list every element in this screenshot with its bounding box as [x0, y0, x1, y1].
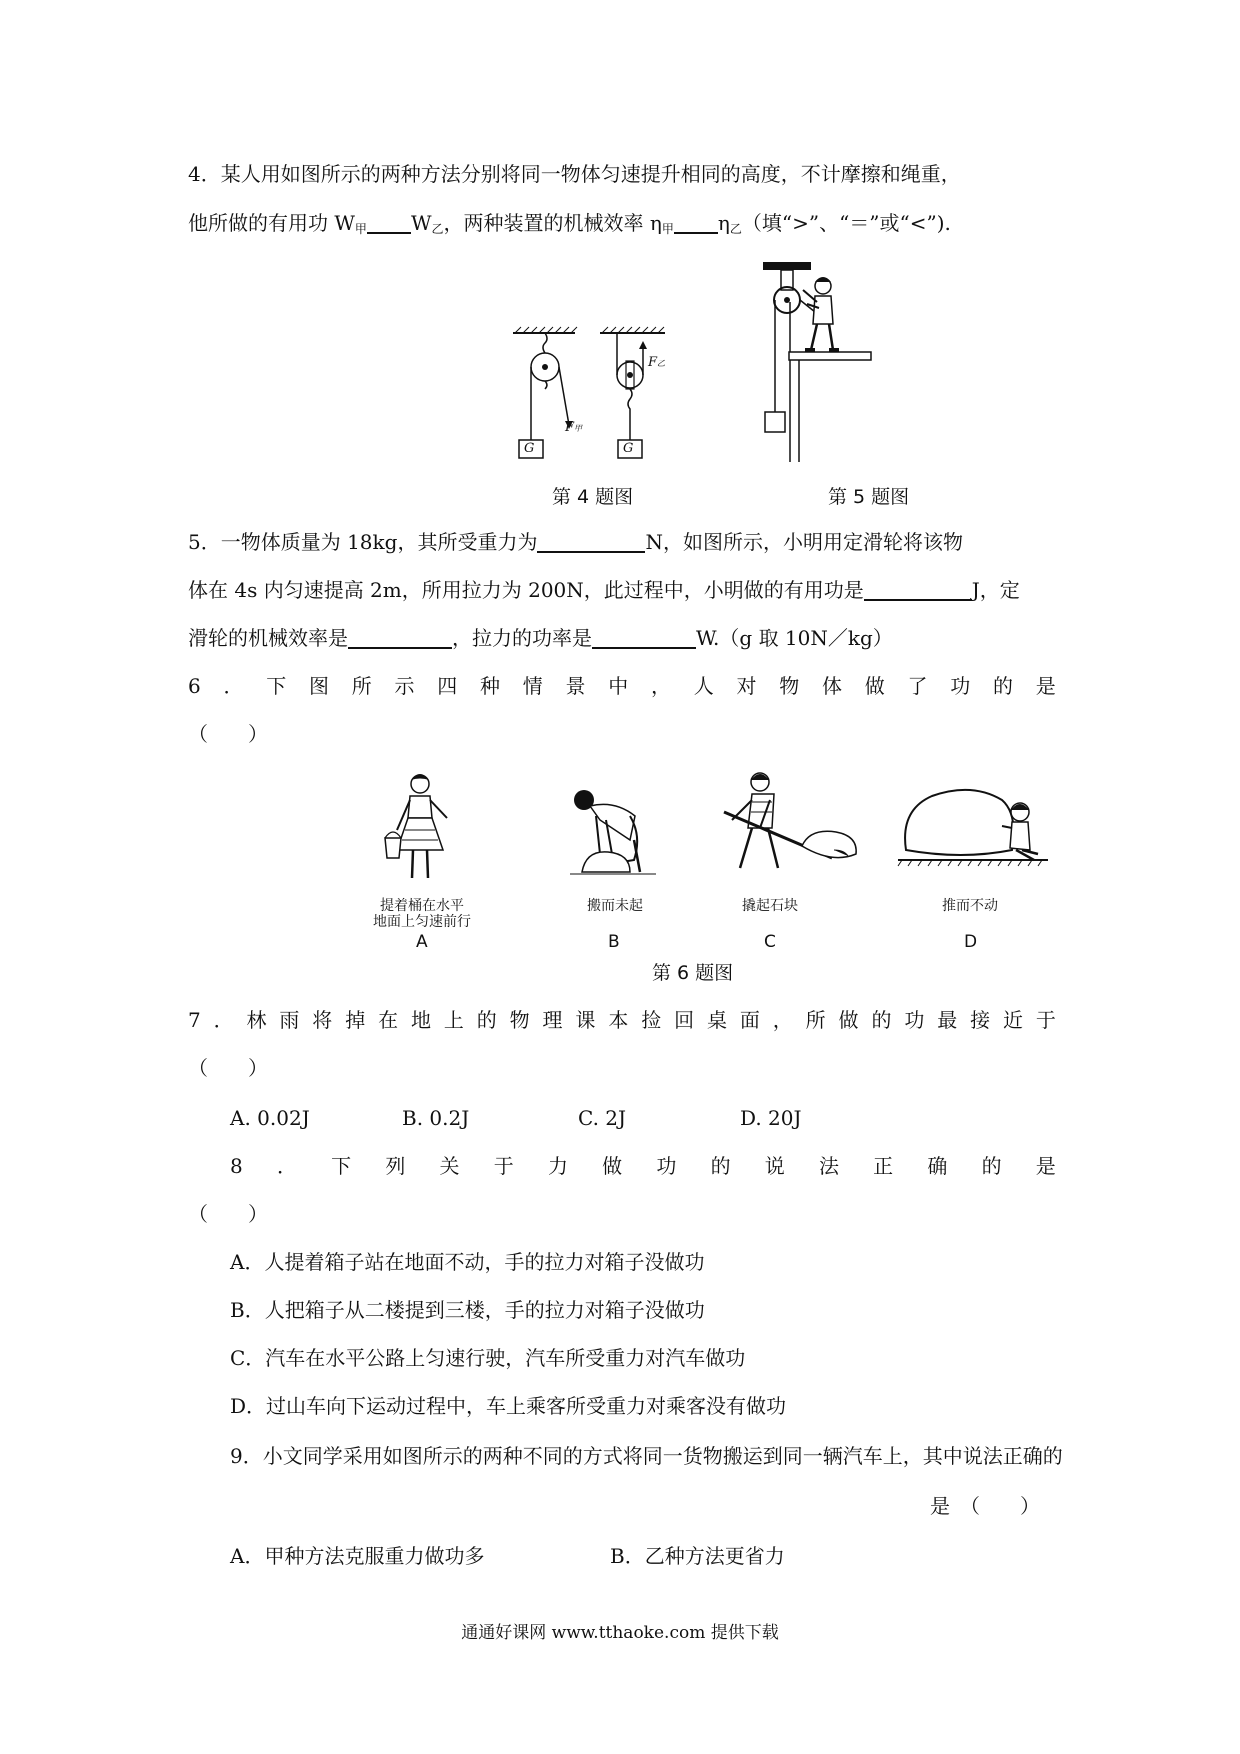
q6-scene-a-caption-line: 提着桶在水平: [380, 898, 464, 914]
q4-text-a: 他所做的有用功 W: [188, 211, 355, 235]
q9-option-a[interactable]: A．甲种方法克服重力做功多: [230, 1544, 485, 1568]
q9-option-b[interactable]: B．乙种方法更省力: [610, 1544, 785, 1568]
q4-blank-w[interactable]: [367, 210, 411, 234]
q6-scene-a-image: [375, 770, 465, 885]
q5-line1-text-b: N，如图所示，小明用定滑轮将该物: [645, 530, 963, 554]
q5-blank-useful-work[interactable]: [864, 577, 972, 601]
q5-blank-gravity[interactable]: [537, 529, 645, 553]
q5-line3-text-b: ，拉力的功率是: [452, 626, 592, 650]
q4-weight-label-b: G: [623, 441, 634, 456]
q6-scene-c-letter: C: [764, 932, 776, 952]
q5-line1: [188, 528, 1056, 556]
q4-force-label-a: F甲: [565, 420, 583, 435]
q6-scene-a-letter: A: [416, 932, 428, 952]
q6-scene-d-letter: D: [964, 932, 978, 952]
q6-answer-paren[interactable]: （ ）: [188, 722, 268, 746]
q9-line1: 9．小文同学采用如图所示的两种不同的方式将同一货物搬运到同一辆汽车上，其中说法正确的: [230, 1444, 1063, 1468]
q6-scene-c-image: [712, 768, 872, 883]
q5-blank-efficiency[interactable]: [348, 625, 452, 649]
q4-sub-b: 乙: [431, 222, 444, 236]
q4-text-e: （填“>”、“＝”或“<”).: [741, 211, 951, 235]
q5-line2-text-a: 体在 4s 内匀速提高 2m，所用拉力为 200N，此过程中，小明做的有用功是: [188, 578, 864, 602]
q4-text-b: W: [410, 211, 432, 235]
q7-option-d[interactable]: D. 20J: [740, 1106, 802, 1130]
q6-scene-b-caption: 搬而未起: [587, 898, 643, 914]
q8-option-c[interactable]: C．汽车在水平公路上匀速行驶，汽车所受重力对汽车做功: [230, 1346, 746, 1370]
q4-weight-label-a: G: [524, 441, 535, 456]
q7-option-b[interactable]: B. 0.2J: [402, 1106, 470, 1130]
q4-force-label-b: F乙: [648, 355, 666, 370]
q8-stem: 8 ． 下 列 关 于 力 做 功 的 说 法 正 确 的 是: [230, 1154, 1056, 1178]
q4-figure-caption: 第 4 题图: [552, 486, 634, 508]
q8-option-a[interactable]: A．人提着箱子站在地面不动，手的拉力对箱子没做功: [230, 1250, 705, 1274]
q6-scene-d-image: [898, 780, 1048, 880]
q5-fixed-pulley-figure: [755, 262, 875, 462]
q4-sub-c: 甲: [661, 222, 674, 236]
q5-line3-text-c: W.（g 取 10N／kg）: [696, 626, 893, 650]
q4-line2: [188, 209, 1056, 243]
q5-line3: [188, 624, 1056, 652]
q5-line3-text-a: 滑轮的机械效率是: [188, 626, 348, 650]
q4-sub-a: 甲: [354, 222, 367, 236]
q4-text-c: ，两种装置的机械效率 η: [443, 211, 662, 235]
q4-blank-eta[interactable]: [674, 210, 718, 234]
q6-figure-caption: 第 6 题图: [652, 962, 734, 984]
q6-scene-a-caption-line: 地面上匀速前行: [373, 914, 471, 930]
q5-blank-power[interactable]: [592, 625, 696, 649]
q7-option-a[interactable]: A. 0.02J: [230, 1106, 310, 1130]
q8-option-d[interactable]: D．过山车向下运动过程中，车上乘客所受重力对乘客没有做功: [230, 1394, 787, 1418]
q6-scene-b-image: [560, 780, 670, 880]
q5-figure-caption: 第 5 题图: [828, 486, 910, 508]
q4-line1: 4．某人用如图所示的两种方法分别将同一物体匀速提升相同的高度，不计摩擦和绳重，: [188, 162, 961, 186]
page-footer: 通通好课网 www.tthaoke.com 提供下载: [461, 1623, 779, 1643]
q5-line2-text-b: J，定: [971, 578, 1020, 602]
q6-stem: 6 ． 下 图 所 示 四 种 情 景 中 ， 人 对 物 体 做 了 功 的 是: [188, 674, 1056, 698]
q4-text-d: η: [717, 211, 730, 235]
q8-option-b[interactable]: B．人把箱子从二楼提到三楼，手的拉力对箱子没做功: [230, 1298, 705, 1322]
q8-answer-paren[interactable]: （ ）: [188, 1202, 268, 1226]
q7-stem: 7 ． 林 雨 将 掉 在 地 上 的 物 理 课 本 捡 回 桌 面 ， 所 做 的 功 最 接 近 于: [188, 1008, 1056, 1032]
q6-scene-d-caption: 推而不动: [942, 898, 998, 914]
q5-line2: [188, 576, 1056, 604]
q6-scene-b-letter: B: [608, 932, 620, 952]
q7-option-c[interactable]: C. 2J: [578, 1106, 627, 1130]
q6-scene-a-caption: [362, 898, 482, 930]
q6-scene-c-caption: 撬起石块: [742, 898, 798, 914]
q4-sub-d: 乙: [729, 222, 742, 236]
q5-line1-text-a: 5．一物体质量为 18kg，其所受重力为: [188, 530, 538, 554]
q9-line2[interactable]: 是 （ ）: [930, 1494, 1040, 1518]
q7-answer-paren[interactable]: （ ）: [188, 1056, 268, 1080]
